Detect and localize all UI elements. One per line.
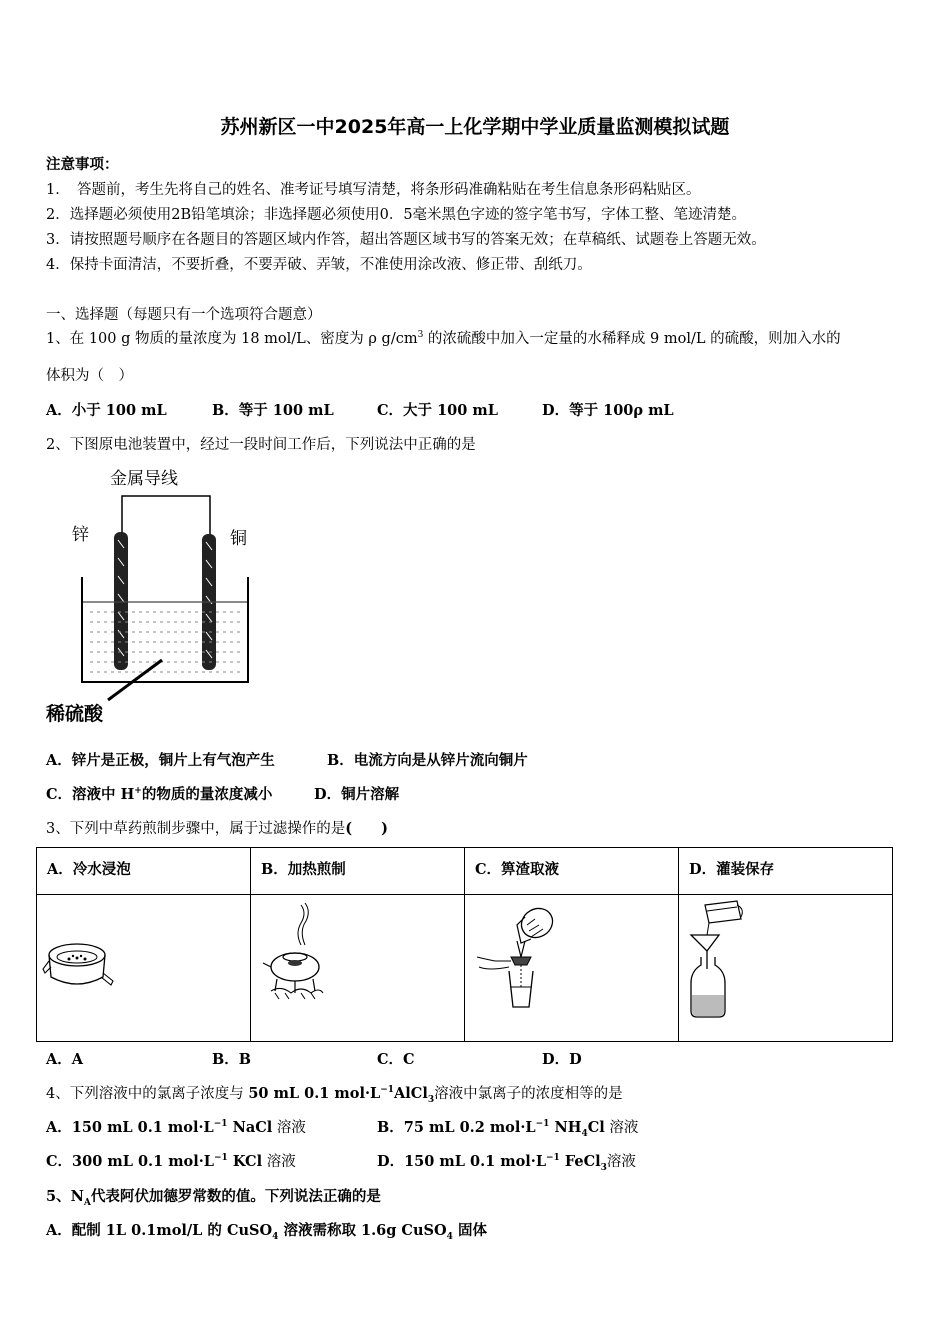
q1-option-d: D．等于 100ρ mL [542,402,674,419]
q4-option-a: A．150 mL 0.1 $mol\cdot L^{-1}$ NaCl 溶液 [46,1119,306,1136]
soaking-pot-drawing [37,895,250,1041]
q1-stem-line2: 体积为（ ） [46,368,133,384]
wire-label: 金属导线 [110,469,178,489]
notice-heading: 注意事项： [46,156,119,173]
q3-option-d: D．D [542,1051,582,1068]
q1-option-c: C．大于 100 mL [377,402,498,419]
q3-option-a: A．A [46,1051,84,1068]
copper-label: 铜 [230,529,247,549]
q2-stem: 2、下图原电池装置中，经过一段时间工作后，下列说法中正确的是 [46,437,476,453]
heating-pot-drawing [251,895,464,1041]
q4-option-b: B．75 mL 0.2 $mol\cdot L^{-1}$ $NH_4Cl$ 溶液 [377,1119,639,1139]
bottling-drawing [679,895,892,1041]
q3-option-b: B．B [212,1051,252,1068]
table-header-cell: A．冷水浸泡 [47,861,131,878]
zinc-label: 锌 [72,525,89,545]
q2-option-d: D．铜片溶解 [314,786,400,803]
q4-option-c: C．300 mL 0.1 $mol\cdot L^{-1}$ KCl 溶液 [46,1153,296,1170]
notice-item: 4．保持卡面清洁，不要折叠，不要弄破、弄皱，不准使用涂改液、修正带、刮纸刀。 [46,257,592,273]
q3-stem: 3、下列中草药煎制步骤中，属于过滤操作的是( ) [46,820,388,837]
notice-item: 1． 答题前，考生先将自己的姓名、准考证号填写清楚，将条形码准确粘贴在考生信息条形码粘贴区。 [46,182,701,198]
q3-options-table [36,847,893,1042]
q5-option-a: A．配制 1L 0.1mol/L 的 CuSO$_4$ 溶液需称取 1.6g CuSO$_4$ 固体 [46,1222,487,1242]
q2-option-a: A．锌片是正极，铜片上有气泡产生 [46,752,275,769]
q2-option-c: C．溶液中 H+的物质的量浓度减小 [46,786,273,803]
table-header-cell: C．箅渣取液 [475,861,560,878]
q2-option-b: B．电流方向是从锌片流向铜片 [327,752,528,769]
page-title: 苏州新区一中2025年高一上化学期中学业质量监测模拟试题 [220,116,730,138]
table-header-cell: D．灌装保存 [689,861,775,878]
q1-option-b: B．等于 100 mL [212,402,334,419]
q1-stem: 1、在 100 g 物质的量浓度为 18 mol/L、密度为 ρ $g/cm^3$ 的浓硫酸中加入一定量的水稀释成 9 mol/L 的硫酸，则加入水的 [46,330,841,347]
notice-item: 3．请按照题号顺序在各题目的答题区域内作答，超出答题区域书写的答案无效；在草稿纸、试题卷上答题无效。 [46,232,766,248]
q1-option-a: A．小于 100 mL [46,402,167,419]
notice-item: 2．选择题必须使用2B铅笔填涂；非选择题必须使用0．5毫米黑色字迹的签字笔书写，字体工整、笔迹清楚。 [46,207,747,223]
table-header-cell: B．加热煎制 [261,861,346,878]
q5-stem: 5、$N_A$代表阿伏加德罗常数的值。下列说法正确的是 [46,1188,381,1208]
q4-option-d: D．150 mL 0.1 $mol\cdot L^{-1}$ FeCl$_3$溶液 [377,1153,636,1173]
zinc-electrode [114,532,128,670]
galvanic-cell-figure [40,462,270,727]
q3-option-c: C．C [377,1051,415,1068]
section-heading: 一、选择题（每题只有一个选项符合题意） [46,307,322,323]
filtering-drawing [465,895,678,1041]
solution-label: 稀硫酸 [46,703,104,725]
q4-stem: 4、下列溶液中的氯离子浓度与 50 mL 0.1 $mol\cdot L^{-1}AlCl_3$溶液中氯离子的浓度相等的是 [46,1085,623,1105]
